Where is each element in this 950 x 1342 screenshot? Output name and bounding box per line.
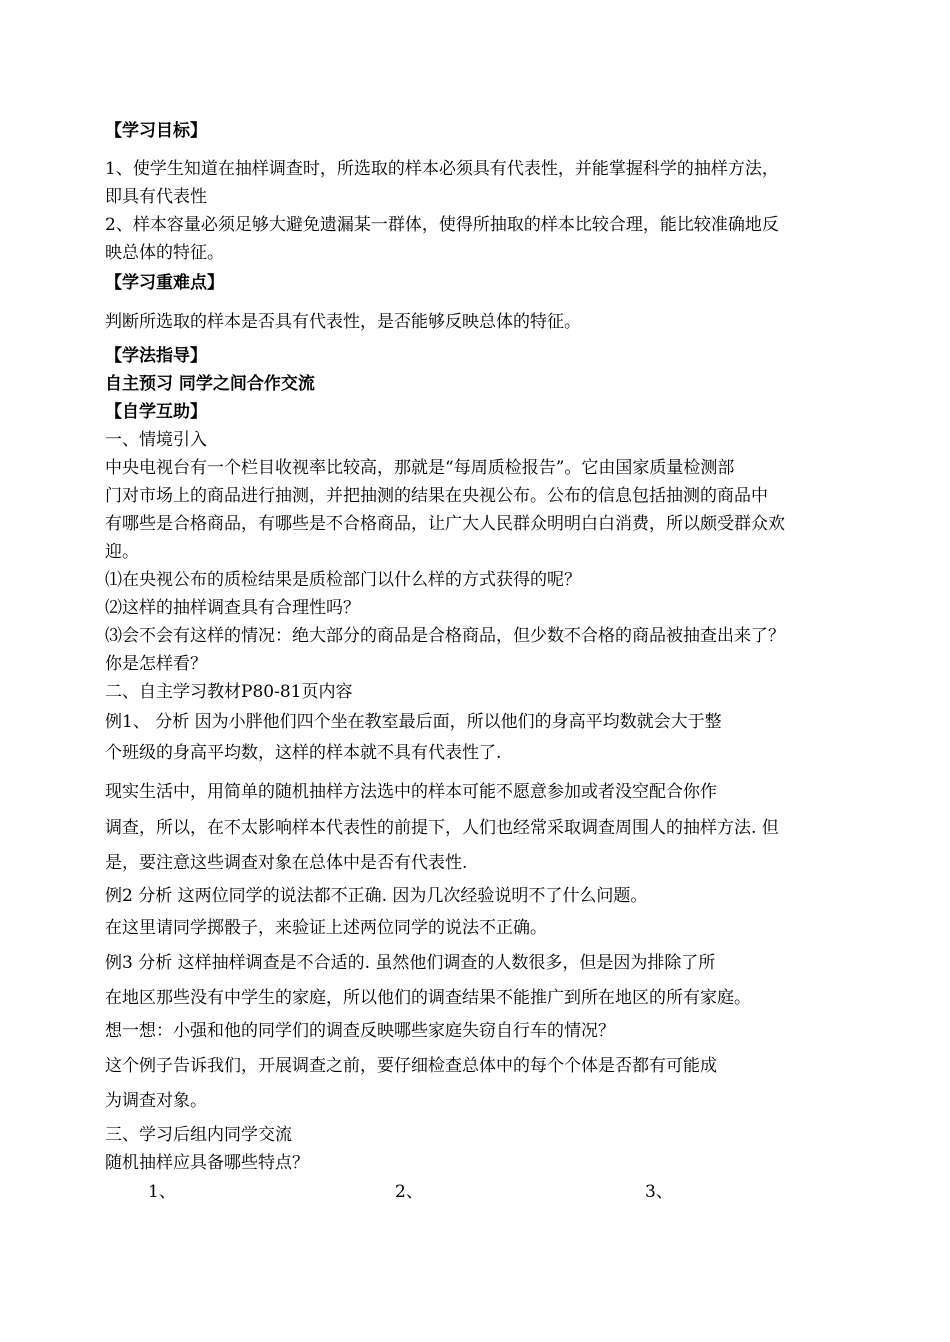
think-line: 想一想：小强和他的同学们的调查反映哪些家庭失窃自行车的情况？	[105, 1021, 615, 1041]
intro-line-3: 有哪些是合格商品，有哪些是不合格商品，让广大人民群众明明白白消费，所以颇受群众欢	[105, 514, 785, 534]
objective-line-4: 映总体的特征。	[105, 243, 224, 263]
objective-line-1: 1、使学生知道在抽样调查时，所选取的样本必须具有代表性，并能掌握科学的抽样方法，	[105, 159, 779, 179]
method-title: 【学法指导】	[105, 346, 207, 366]
keypoints-title: 【学习重难点】	[105, 273, 224, 293]
reality-line-2: 调查，所以，在不太影响样本代表性的前提下，人们也经常采取调查周围人的抽样方法. 但	[105, 818, 779, 838]
question-1: ⑴在央视公布的质检结果是质检部门以什么样的方式获得的呢？	[105, 570, 581, 590]
objective-line-2: 即具有代表性	[105, 187, 207, 207]
question-2: ⑵这样的抽样调查具有合理性吗？	[105, 598, 360, 618]
example3-line-2: 在地区那些没有中学生的家庭，所以他们的调查结果不能推广到所在地区的所有家庭。	[105, 988, 751, 1008]
intro-line-4: 迎。	[105, 542, 139, 562]
blank-1: 1、	[148, 1182, 176, 1202]
objective-line-3: 2、样本容量必须足够大避免遗漏某一群体，使得所抽取的样本比较合理，能比较准确地反	[105, 215, 779, 235]
exchange-question: 随机抽样应具备哪些特点？	[105, 1153, 309, 1173]
intro-line-2: 门对市场上的商品进行抽测，并把抽测的结果在央视公布。公布的信息包括抽测的商品中	[105, 486, 768, 506]
question-3: ⑶会不会有这样的情况：绝大部分的商品是合格商品，但少数不合格的商品被抽查出来了？	[105, 626, 785, 646]
blank-3: 3、	[645, 1182, 673, 1202]
keypoint-text: 判断所选取的样本是否具有代表性，是否能够反映总体的特征。	[105, 312, 581, 332]
intro-heading: 一、情境引入	[105, 430, 207, 450]
reality-line-1: 现实生活中，用简单的随机抽样方法选中的样本可能不愿意参加或者没空配合你作	[105, 782, 717, 802]
exchange-heading: 三、学习后组内同学交流	[105, 1125, 292, 1145]
blank-2: 2、	[395, 1182, 423, 1202]
dice-line: 在这里请同学掷骰子，来验证上述两位同学的说法不正确。	[105, 918, 547, 938]
objectives-title: 【学习目标】	[105, 121, 207, 141]
example3-line-1: 例3 分析 这样抽样调查是不合适的. 虽然他们调查的人数很多，但是因为排除了所	[105, 953, 716, 973]
lesson-line-1: 这个例子告诉我们，开展调查之前，要仔细检查总体中的每个个体是否都有可能成	[105, 1056, 717, 1076]
lesson-line-2: 为调查对象。	[105, 1091, 207, 1111]
method-text: 自主预习 同学之间合作交流	[105, 374, 315, 394]
reality-line-3: 是，要注意这些调查对象在总体中是否有代表性.	[105, 853, 468, 873]
example1-line-2: 个班级的身高平均数，这样的样本就不具有代表性了.	[105, 743, 502, 763]
question-3-cont: 你是怎样看？	[105, 654, 207, 674]
intro-line-1: 中央电视台有一个栏目收视率比较高，那就是“每周质检报告”。它由国家质量检测部	[105, 458, 735, 478]
example2-line: 例2 分析 这两位同学的说法都不正确. 因为几次经验说明不了什么问题。	[105, 886, 648, 906]
study-heading: 二、自主学习教材P80-81页内容	[105, 682, 353, 702]
selfstudy-title: 【自学互助】	[105, 402, 207, 422]
example1-line-1: 例1、 分析 因为小胖他们四个坐在教室最后面，所以他们的身高平均数就会大于整	[105, 712, 722, 732]
